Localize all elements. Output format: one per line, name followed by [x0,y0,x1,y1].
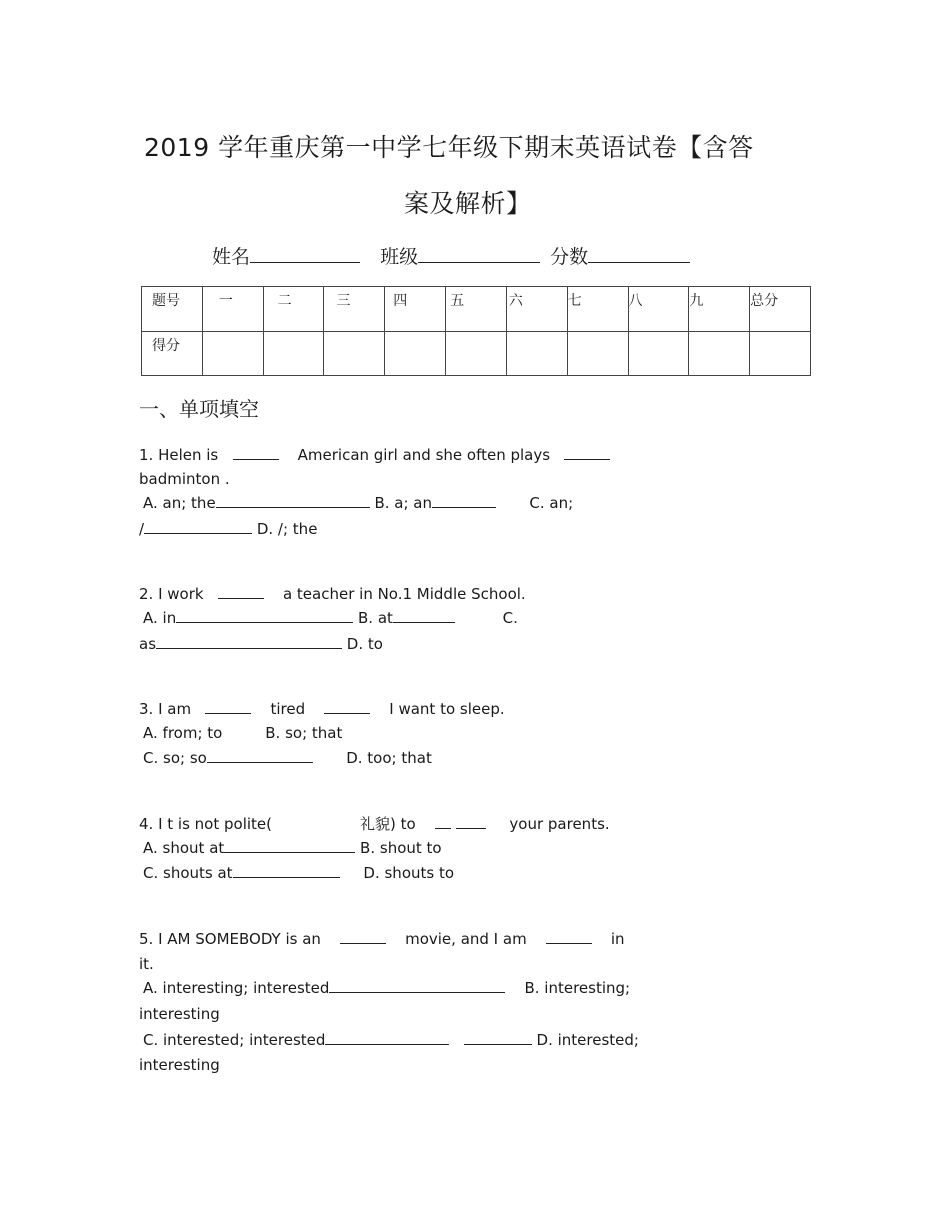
score-cell[interactable] [385,331,446,376]
score-table-row-label: 得分 [142,331,203,376]
doc-title-line2: 案及解析】 [404,189,532,218]
option-b[interactable]: B. at [358,609,393,627]
score-table-header-cell: 一 [202,287,263,332]
name-field[interactable] [250,244,360,263]
score-cell[interactable] [263,331,324,376]
score-cell[interactable] [506,331,567,376]
score-cell[interactable] [628,331,689,376]
option-a[interactable]: A. from; to [143,724,223,742]
option-d[interactable]: D. interested; [536,1031,639,1049]
score-table-header-cell: 六 [506,287,567,332]
option-leader [207,749,313,763]
answer-blank [435,815,451,829]
option-c-cont[interactable]: / [139,520,145,538]
class-field[interactable] [418,244,540,263]
question-text: tired [270,700,306,718]
score-cell[interactable] [689,331,750,376]
option-leader [156,635,342,649]
answer-blank [218,585,264,599]
option-b[interactable]: B. so; that [265,724,343,742]
question-text: 5. I AM SOMEBODY is an [139,930,321,948]
option-leader [329,979,505,993]
score-table-header-cell: 七 [567,287,628,332]
option-a[interactable]: A. interesting; interested [143,979,330,997]
score-table-header-cell: 二 [263,287,324,332]
question-5-stem [139,927,625,952]
option-leader [432,494,496,508]
doc-title-line1: 2019 学年重庆第一中学七年级下期末英语试卷【含答 [144,133,754,162]
question-5-options [143,976,630,1001]
score-table-header-cell: 题号 [142,287,203,332]
question-text: movie, and I am [405,930,527,948]
score-label: 分数 [550,246,589,268]
question-3-options [143,721,342,746]
score-table-score-row [142,331,811,376]
question-text: 礼貌) to [360,815,416,833]
question-4-options [143,836,442,861]
question-2-stem [139,582,526,607]
question-3-stem [139,697,505,722]
option-c[interactable]: C. so; so [143,749,207,767]
answer-blank [456,815,486,829]
score-table-header-cell: 三 [324,287,385,332]
option-leader [176,609,353,623]
score-table-header-cell: 八 [628,287,689,332]
score-cell[interactable] [567,331,628,376]
option-d[interactable]: D. shouts to [363,864,455,882]
question-text: 1. Helen is [139,446,219,464]
score-table-header-cell: 四 [385,287,446,332]
option-leader [216,494,370,508]
question-1-stem-cont: badminton . [139,470,230,488]
option-leader [233,864,340,878]
option-leader [325,1031,449,1045]
score-table-header-cell: 九 [689,287,750,332]
question-text: your parents. [509,815,610,833]
option-b[interactable]: B. a; an [374,494,432,512]
score-field[interactable] [588,244,690,263]
score-table-header-row [142,287,811,332]
question-4-stem [139,812,610,837]
option-d[interactable]: D. too; that [346,749,432,767]
option-leader [464,1031,532,1045]
option-a[interactable]: A. in [143,609,177,627]
question-3-options-cont [143,746,432,771]
option-leader [224,839,355,853]
class-label: 班级 [380,246,419,268]
question-text: 2. I work [139,585,204,603]
question-4-options-cont [143,861,454,886]
question-1-options-cont [139,517,317,542]
question-text: 4. I t is not polite( [139,815,273,833]
answer-blank [546,930,592,944]
option-c[interactable]: C. [502,609,518,627]
question-2-options-cont [139,632,383,657]
score-cell[interactable] [202,331,263,376]
question-text: 3. I am [139,700,192,718]
option-d[interactable]: D. to [346,635,383,653]
question-5-options-d-cont: interesting [139,1056,220,1074]
option-b[interactable]: B. interesting; [524,979,631,997]
section-title: 一、单项填空 [139,397,259,421]
score-cell[interactable] [446,331,507,376]
option-d[interactable]: D. /; the [256,520,318,538]
question-text: in [610,930,625,948]
score-cell[interactable] [324,331,385,376]
score-table [141,286,811,376]
score-table-header-cell: 总分 [750,287,811,332]
question-text: I want to sleep. [389,700,505,718]
option-b[interactable]: B. shout to [360,839,442,857]
option-leader [144,520,252,534]
name-label: 姓名 [212,246,251,268]
option-leader [393,609,455,623]
option-c[interactable]: C. an; [529,494,574,512]
question-text: a teacher in No.1 Middle School. [282,585,526,603]
score-cell[interactable] [750,331,811,376]
score-table-header-cell: 五 [446,287,507,332]
question-1-options [143,491,573,516]
answer-blank [564,446,610,460]
option-c[interactable]: C. interested; interested [143,1031,326,1049]
question-5-options-cont [143,1028,639,1053]
student-info [212,242,690,269]
answer-blank [340,930,386,944]
question-text: American girl and she often plays [297,446,551,464]
question-5-stem-cont: it. [139,955,154,973]
option-c[interactable]: C. shouts at [143,864,233,882]
answer-blank [233,446,279,460]
option-a[interactable]: A. shout at [143,839,225,857]
question-5-options-b-cont: interesting [139,1005,220,1023]
question-2-options [143,606,518,631]
option-c-cont[interactable]: as [139,635,157,653]
answer-blank [205,700,251,714]
answer-blank [324,700,370,714]
question-1-stem [139,443,610,468]
option-a[interactable]: A. an; the [143,494,216,512]
